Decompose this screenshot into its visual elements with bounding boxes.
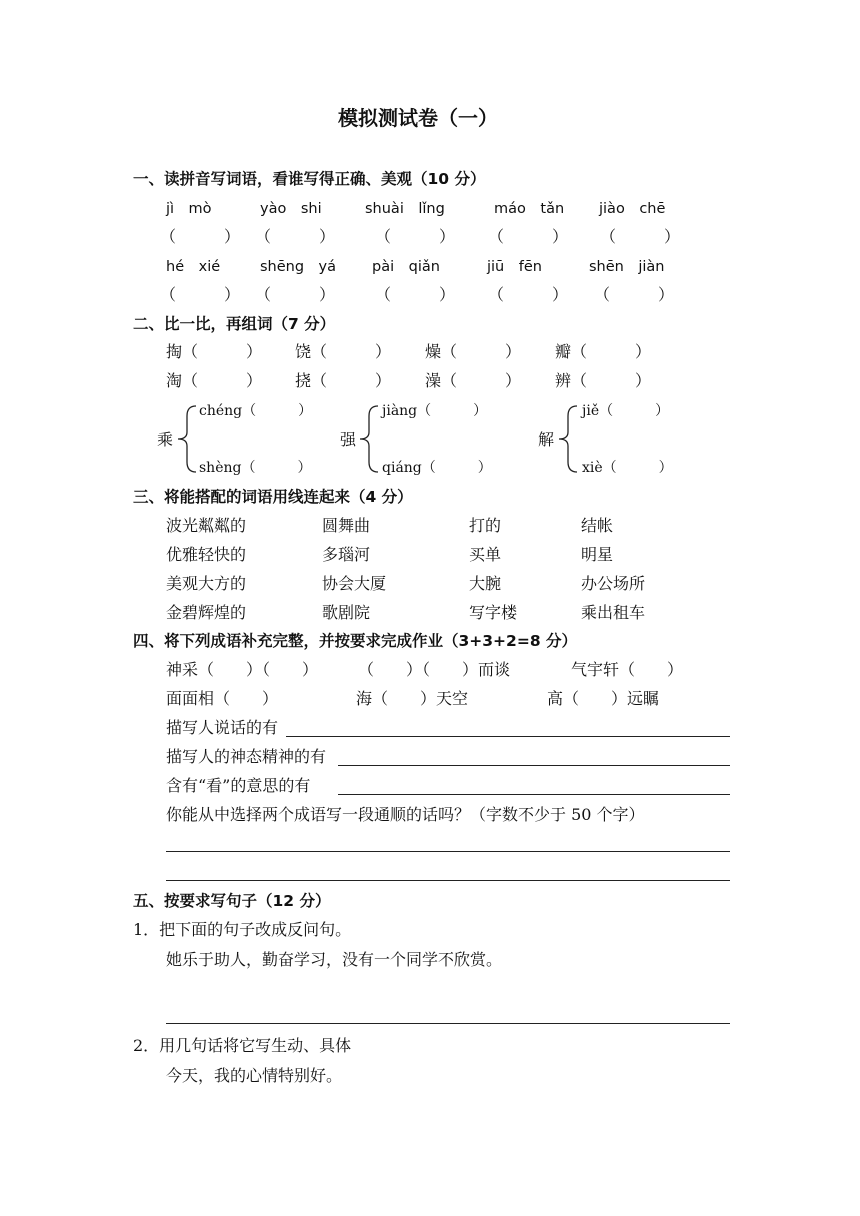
idiom-item[interactable]: 高（ ）远瞩 <box>547 689 660 708</box>
pinyin-item: jiào chē <box>599 201 666 217</box>
idiom-item[interactable]: （ ）（ ）而谈 <box>358 660 511 679</box>
answer-blank[interactable]: （ ） <box>255 227 336 246</box>
answer-blank[interactable]: （ ） <box>375 227 456 246</box>
pinyin-item: pài qiǎn <box>372 259 440 275</box>
section-3-heading: 三、将能搭配的词语用线连起来（4 分） <box>133 488 413 506</box>
match-word[interactable]: 协会大厦 <box>322 574 387 593</box>
polyphone-reading[interactable]: chéng（ ） <box>199 403 313 419</box>
compare-item[interactable]: 澡（ ） <box>425 371 522 390</box>
polyphone-reading[interactable]: shèng（ ） <box>199 460 312 476</box>
match-word[interactable]: 美观大方的 <box>166 574 247 593</box>
match-word[interactable]: 买单 <box>469 545 502 564</box>
compare-item[interactable]: 瓣（ ） <box>555 342 652 361</box>
compare-item[interactable]: 燥（ ） <box>425 342 522 361</box>
question-text: 今天，我的心情特别好。 <box>166 1066 343 1085</box>
section-5-heading: 五、按要求写句子（12 分） <box>133 892 331 910</box>
match-word[interactable]: 结帐 <box>581 516 614 535</box>
idiom-item[interactable]: 气宇轩（ ） <box>571 660 684 679</box>
answer-blank[interactable]: （ ） <box>160 227 241 246</box>
answer-blank[interactable]: （ ） <box>488 285 569 304</box>
polyphone-reading[interactable]: qiáng（ ） <box>382 460 492 476</box>
match-word[interactable]: 多瑙河 <box>322 545 371 564</box>
answer-line[interactable] <box>166 851 730 852</box>
polyphone-reading[interactable]: jiě（ ） <box>582 403 670 419</box>
compare-item[interactable]: 饶（ ） <box>295 342 392 361</box>
match-word[interactable]: 办公场所 <box>581 574 646 593</box>
brace-icon <box>176 404 198 474</box>
polyphone-char: 乘 <box>157 430 174 449</box>
match-word[interactable]: 大腕 <box>469 574 502 593</box>
question-label: 2．用几句话将它写生动、具体 <box>133 1036 352 1055</box>
match-word[interactable]: 优雅轻快的 <box>166 545 247 564</box>
answer-blank[interactable]: （ ） <box>255 285 336 304</box>
pinyin-item: yào shi <box>260 201 322 217</box>
compare-item[interactable]: 辨（ ） <box>555 371 652 390</box>
answer-blank[interactable]: （ ） <box>375 285 456 304</box>
match-word[interactable]: 乘出租车 <box>581 603 646 622</box>
idiom-item[interactable]: 海（ ）天空 <box>356 689 469 708</box>
answer-line[interactable] <box>338 765 730 766</box>
match-word[interactable]: 金碧辉煌的 <box>166 603 247 622</box>
question-label: 描写人说话的有 <box>166 718 279 737</box>
polyphone-reading[interactable]: xiè（ ） <box>582 460 673 476</box>
pinyin-item: jiū fēn <box>487 259 542 275</box>
pinyin-item: hé xié <box>166 259 221 275</box>
pinyin-item: shuài lǐng <box>365 201 445 217</box>
question-label: 1．把下面的句子改成反问句。 <box>133 920 352 939</box>
pinyin-item: máo tǎn <box>494 201 565 217</box>
answer-blank[interactable]: （ ） <box>600 227 681 246</box>
pinyin-item: jì mò <box>166 201 212 217</box>
question-label: 你能从中选择两个成语写一段通顺的话吗？（字数不少于 50 个字） <box>166 805 645 824</box>
section-1-heading: 一、读拼音写词语，看谁写得正确、美观（10 分） <box>133 170 486 188</box>
answer-blank[interactable]: （ ） <box>594 285 675 304</box>
page-title: 模拟测试卷（一） <box>338 106 498 130</box>
pinyin-item: shēn jiàn <box>589 259 665 275</box>
match-word[interactable]: 圆舞曲 <box>322 516 371 535</box>
brace-icon <box>358 404 380 474</box>
section-4-heading: 四、将下列成语补充完整，并按要求完成作业（3+3+2=8 分） <box>133 632 577 650</box>
answer-blank[interactable]: （ ） <box>488 227 569 246</box>
question-text: 她乐于助人，勤奋学习，没有一个同学不欣赏。 <box>166 950 503 969</box>
match-word[interactable]: 明星 <box>581 545 614 564</box>
match-word[interactable]: 歌剧院 <box>322 603 371 622</box>
answer-line[interactable] <box>166 1023 730 1024</box>
polyphone-char: 解 <box>538 430 555 449</box>
match-word[interactable]: 波光粼粼的 <box>166 516 247 535</box>
pinyin-item: shēng yá <box>260 259 337 275</box>
answer-line[interactable] <box>166 880 730 881</box>
answer-blank[interactable]: （ ） <box>160 285 241 304</box>
question-label: 含有“看”的意思的有 <box>166 776 311 795</box>
section-2-heading: 二、比一比，再组词（7 分） <box>133 315 336 333</box>
brace-icon <box>557 404 579 474</box>
idiom-item[interactable]: 面面相（ ） <box>166 689 279 708</box>
answer-line[interactable] <box>338 794 730 795</box>
idiom-item[interactable]: 神采（ ）（ ） <box>166 660 319 679</box>
compare-item[interactable]: 淘（ ） <box>166 371 263 390</box>
question-label: 描写人的神态精神的有 <box>166 747 327 766</box>
match-word[interactable]: 打的 <box>469 516 502 535</box>
compare-item[interactable]: 挠（ ） <box>295 371 392 390</box>
polyphone-char: 强 <box>340 430 357 449</box>
match-word[interactable]: 写字楼 <box>469 603 518 622</box>
polyphone-reading[interactable]: jiàng（ ） <box>382 403 488 419</box>
compare-item[interactable]: 掏（ ） <box>166 342 263 361</box>
answer-line[interactable] <box>286 736 730 737</box>
